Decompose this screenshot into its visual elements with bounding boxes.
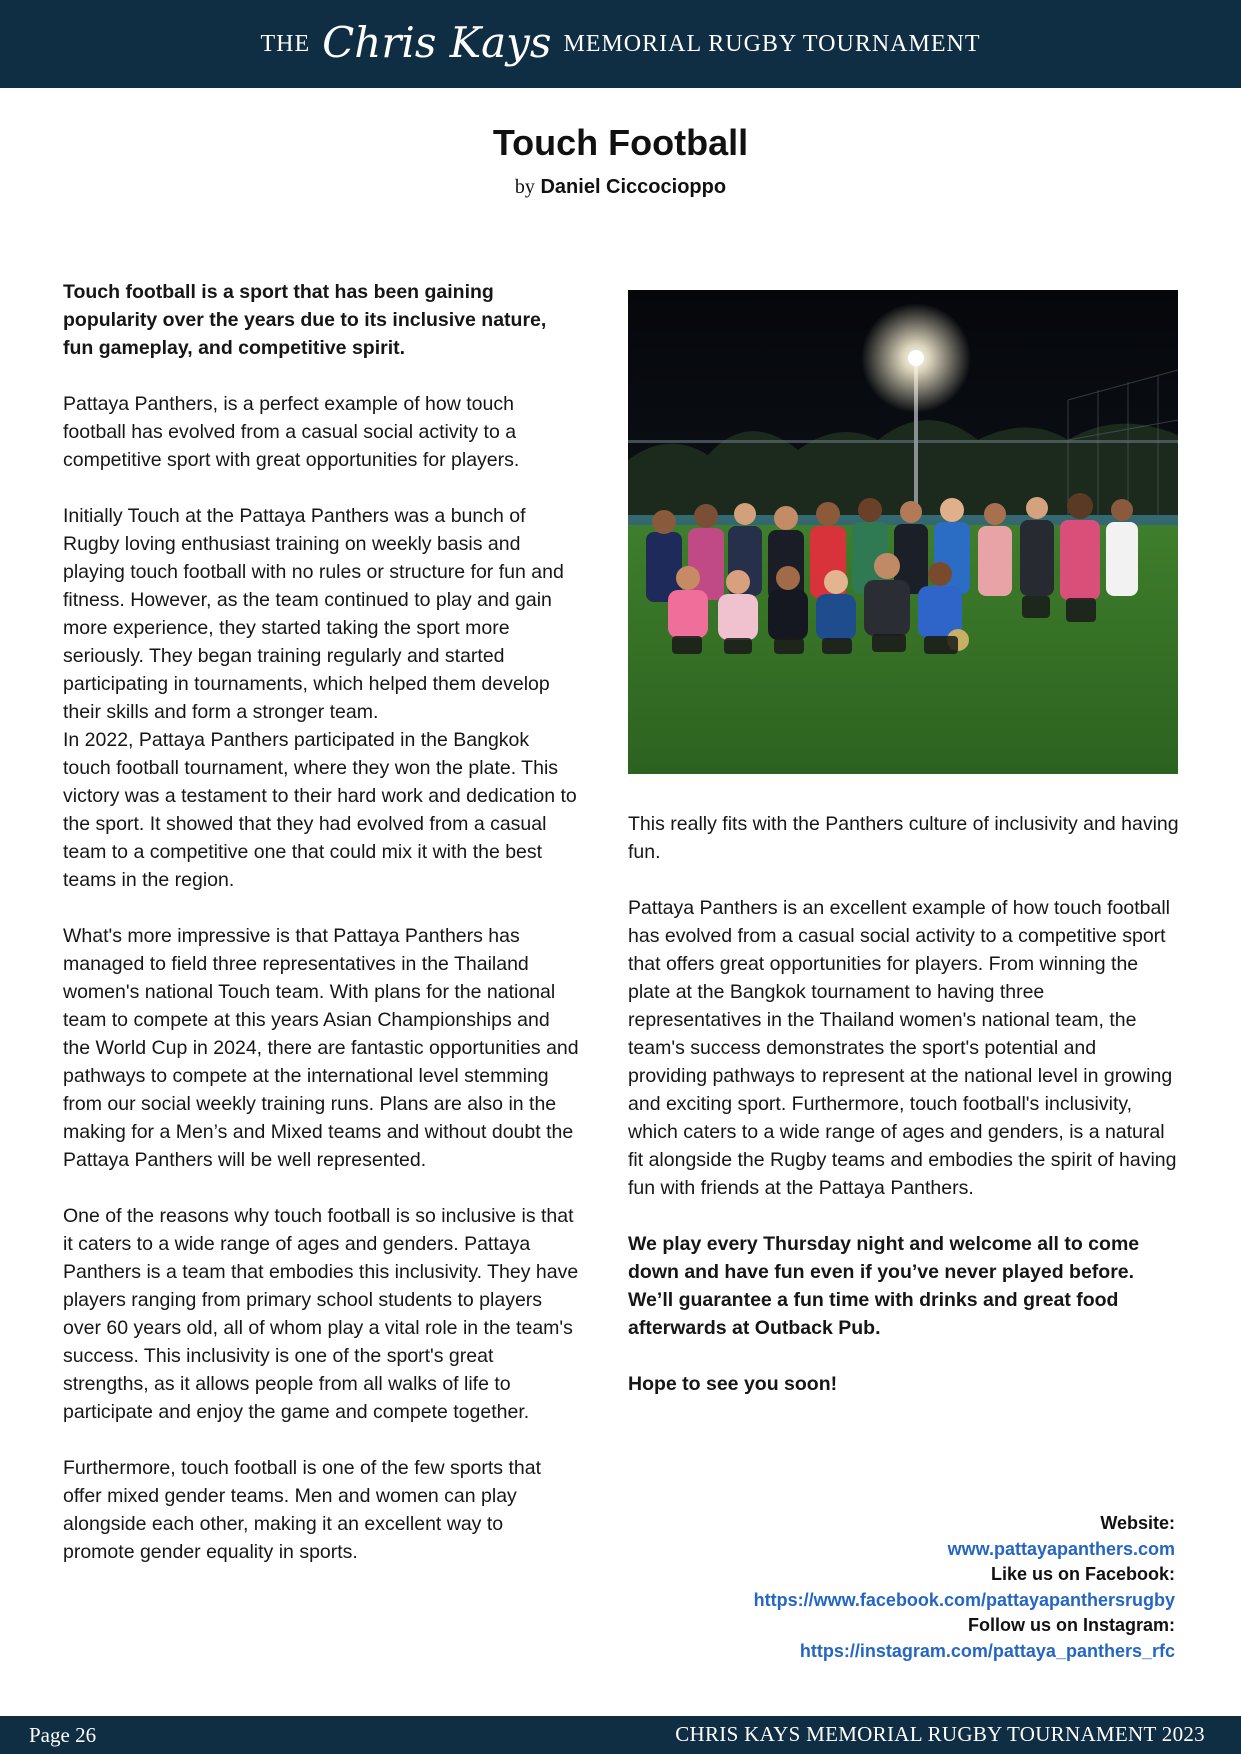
facebook-label: Like us on Facebook: [990,1564,1175,1584]
paragraph: Initially Touch at the Pattaya Panthers was a bunch of Rugby loving enthusiast training on weekly basis and playing touch football with no rules or structure for fun and fitness. However, as the team continued to play and gain more experience, they started taking the sport more seriously. They began training regularly and started participating in tournaments, which helped them develop their skills and form a stronger team. [63,505,564,723]
paragraph: Furthermore, touch football is one of the few sports that offer mixed gender teams. Men and women can play alongside each other, making it an excellent way to promote gender equality in sports. [63,1457,541,1563]
paragraph: In 2022, Pattaya Panthers participated in the Bangkok touch football tournament, where they won the plate. This victory was a testament to their hard work and dedication to the sport. It showed that they had evolved from a casual team to a competitive one that could mix it with the best teams in the region. [63,729,577,891]
article-title: Touch Football [492,122,749,163]
website-link[interactable]: www.pattayapanthers.com [947,1538,1175,1559]
article-byline [0,176,1241,199]
instagram-label: Follow us on Instagram: [967,1615,1175,1635]
top-banner [0,0,1241,88]
invitation-paragraph: We play every Thursday night and welcome all to come down and have fun even if you’ve never played before. We’ll guarantee a fun time with drinks and great food afterwards at Outback Pub. [628,1233,1140,1339]
byline-author: Daniel Ciccocioppo [540,176,727,198]
website-label: Website: [1100,1513,1175,1533]
paragraph: This really fits with the Panthers culture of inclusivity and having fun. [628,813,1179,863]
footer-bar [0,1716,1241,1754]
paragraph: Pattaya Panthers, is a perfect example of how touch football has evolved from a casual social activity to a competitive sport with great opportunities for players. [63,393,520,471]
team-photo [628,290,1178,774]
intro-paragraph: Touch football is a sport that has been gaining popularity over the years due to its inclusive nature, fun gameplay, and competitive spirit. [63,281,547,359]
byline-by: by [514,176,535,198]
closing-line: Hope to see you soon! [628,1373,838,1395]
paragraph: What's more impressive is that Pattaya Panthers has managed to field three representatives in the Thailand women's national Touch team. With plans for the national team to compete at this years Asian Championships and the World Cup in 2024, there are fantastic opportunities and pathways to compete at the international level stemming from our social weekly training runs. Plans are also in the making for a Men’s and Mixed teams and without doubt the Pattaya Panthers will be well represented. [63,925,579,1171]
paragraph: One of the reasons why touch football is so inclusive is that it caters to a wide range of ages and genders. Pattaya Panthers is a team that embodies this inclusivity. They have players ranging from primary school students to players over 60 years old, all of whom play a vital role in the team's success. This inclusivity is one of the sport's great strengths, as it allows people from all walks of life to participate and enjoy the game and compete together. [63,1205,579,1423]
footer-event-title: CHRIS KAYS MEMORIAL RUGBY TOURNAMENT 2023 [675,1722,1205,1746]
paragraph: Pattaya Panthers is an excellent example of how touch football has evolved from a casual social activity to a competitive sport that offers great opportunities for players. From winning the plate at the Bangkok tournament to having three representatives in the Thailand women's national team, the team's success demonstrates the sport's potential and providing pathways to represent at the national level in growing and exciting sport. Furthermore, touch football's inclusivity, which caters to a wide range of ages and genders, is a natural fit alongside the Rugby teams and embodies the spirit of having fun with friends at the Pattaya Panthers. [628,897,1177,1199]
facebook-link[interactable]: https://www.facebook.com/pattayapanthersrugby [753,1589,1175,1610]
banner-prefix: THE [260,30,311,57]
right-column [628,810,1180,1426]
banner-suffix: MEMORIAL RUGBY TOURNAMENT [563,30,981,57]
instagram-link[interactable]: https://instagram.com/pattaya_panthers_rfc [799,1640,1175,1661]
page-number: Page 26 [29,1723,97,1747]
contact-links [575,1511,1175,1664]
banner-script-name: Chris Kays [322,17,552,67]
left-column [63,278,579,1594]
